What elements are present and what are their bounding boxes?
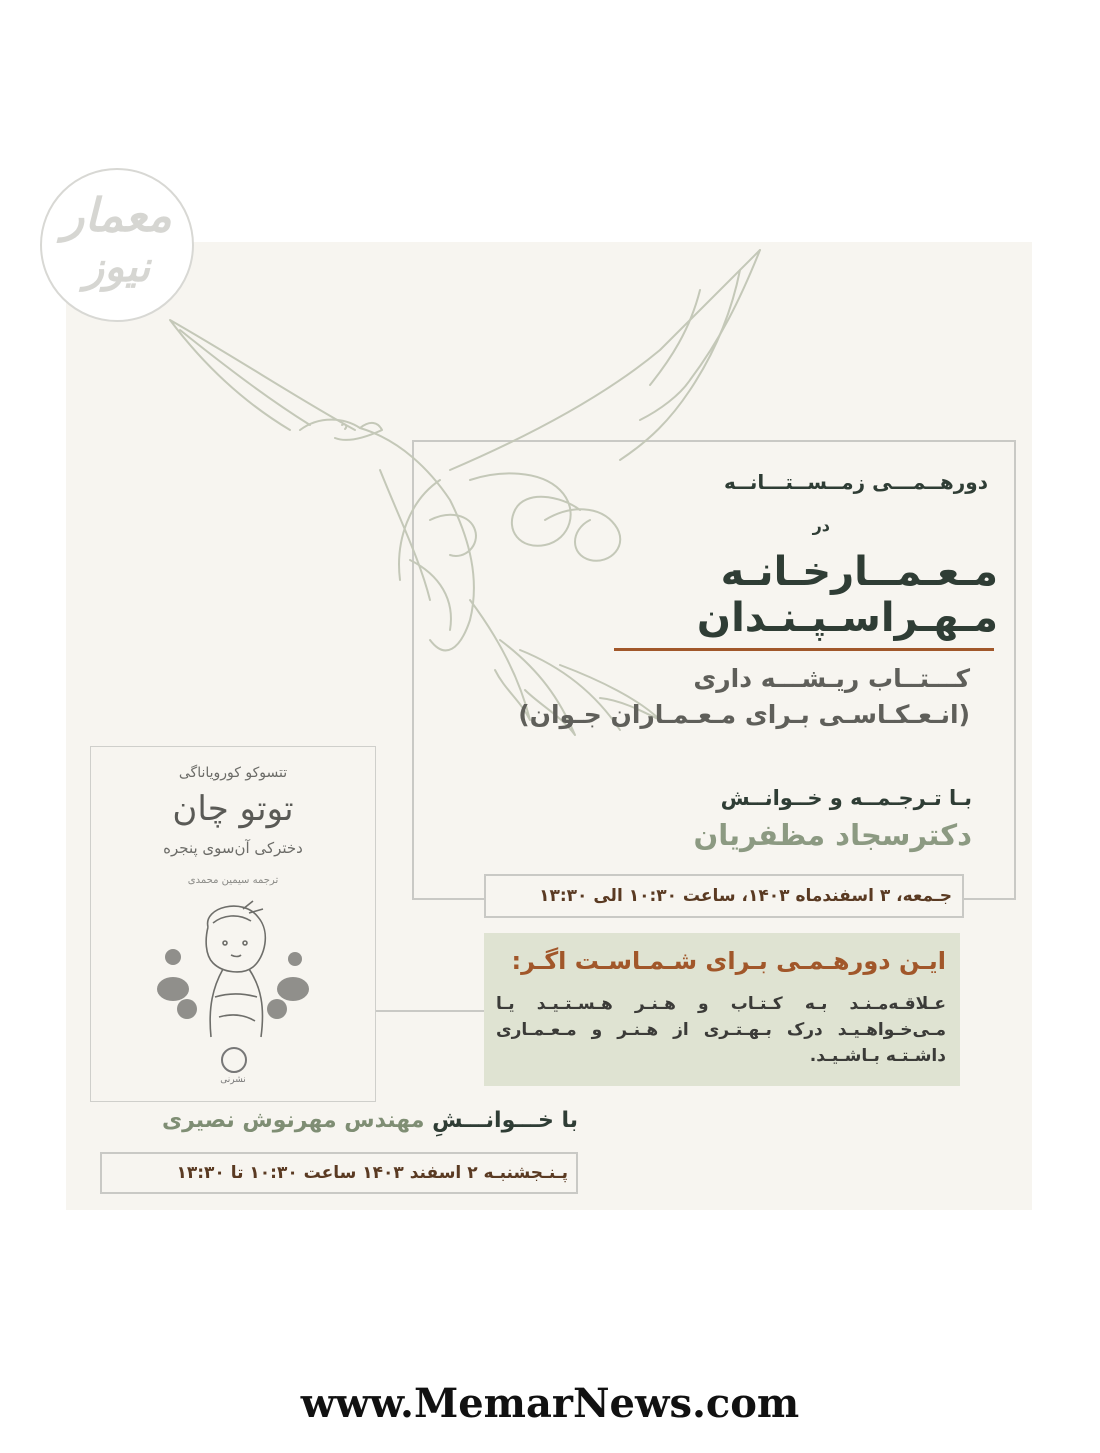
logo-text-line1: معمار <box>62 188 172 242</box>
event-in-label: در <box>812 516 830 535</box>
event-date-text: جـمعه، ۳ اسفندماه ۱۴۰۳، ساعت ۱۰:۳۰ الی ۱۳:۳۰ <box>539 886 952 906</box>
topic-line2: (انـعـکـاسـی بـرای مـعـمـاران جـوان) <box>518 700 970 729</box>
book-publisher: نشرنی <box>220 1075 246 1085</box>
second-session-date-text: پـنـجشنبـه ۲ اسفند ۱۴۰۳ ساعت ۱۰:۳۰ تا ۱۳:۳۰ <box>176 1163 568 1183</box>
second-session-presenter: مهندس مهرنوش نصیری <box>161 1108 425 1133</box>
book-author: تتسوکو کوروياناگی <box>178 765 288 781</box>
book-cover <box>90 746 376 1102</box>
audience-title: ایـن دورهـمـی بـرای شـمـاسـت اگـر: <box>511 947 946 975</box>
book-subtitle: دخترکی آن‌سوی پنجره <box>163 839 303 857</box>
memarnews-logo <box>40 168 194 322</box>
girl-illustration <box>153 897 313 1047</box>
event-intro: دورهــمـــی زمــســتـــانــه <box>724 470 988 494</box>
connector-line <box>374 1010 486 1012</box>
translation-label: بـا تـرجـمــه و خــوانــش <box>720 786 972 810</box>
venue-line1: مـعـمــارخـانـه <box>720 549 998 595</box>
publisher-logo <box>221 1047 247 1073</box>
second-session-date-box <box>100 1152 578 1194</box>
audience-box <box>484 933 960 1086</box>
venue-underline <box>614 648 994 651</box>
second-session-by-label: با خـــوانـــشِ <box>432 1108 578 1133</box>
book-translator: ترجمه سیمین محمدی <box>187 875 279 886</box>
venue-line2: مـهـراسـپـنـدان <box>696 595 998 641</box>
presenter-name: دکترسجاد مظفریان <box>693 818 972 852</box>
logo-text-line2: نیوز <box>83 242 151 291</box>
second-session-heading <box>90 1108 578 1133</box>
audience-text: عـلاقـه‌مـنـد بـه کـتـاب و هـنـر هـسـتـیـد یـا مـی‌خـواهـیـد درک بـهـتـری از هـنـر و مـعـمـاری داشـتـه بـاشـیـد. <box>496 994 946 1066</box>
footer-url[interactable]: www.MemarNews.com <box>300 1380 800 1427</box>
event-date-box <box>484 874 964 918</box>
book-title: توتو چان <box>172 789 294 829</box>
topic-line1: کـــتــاب ریـشـــه داری <box>693 664 970 693</box>
